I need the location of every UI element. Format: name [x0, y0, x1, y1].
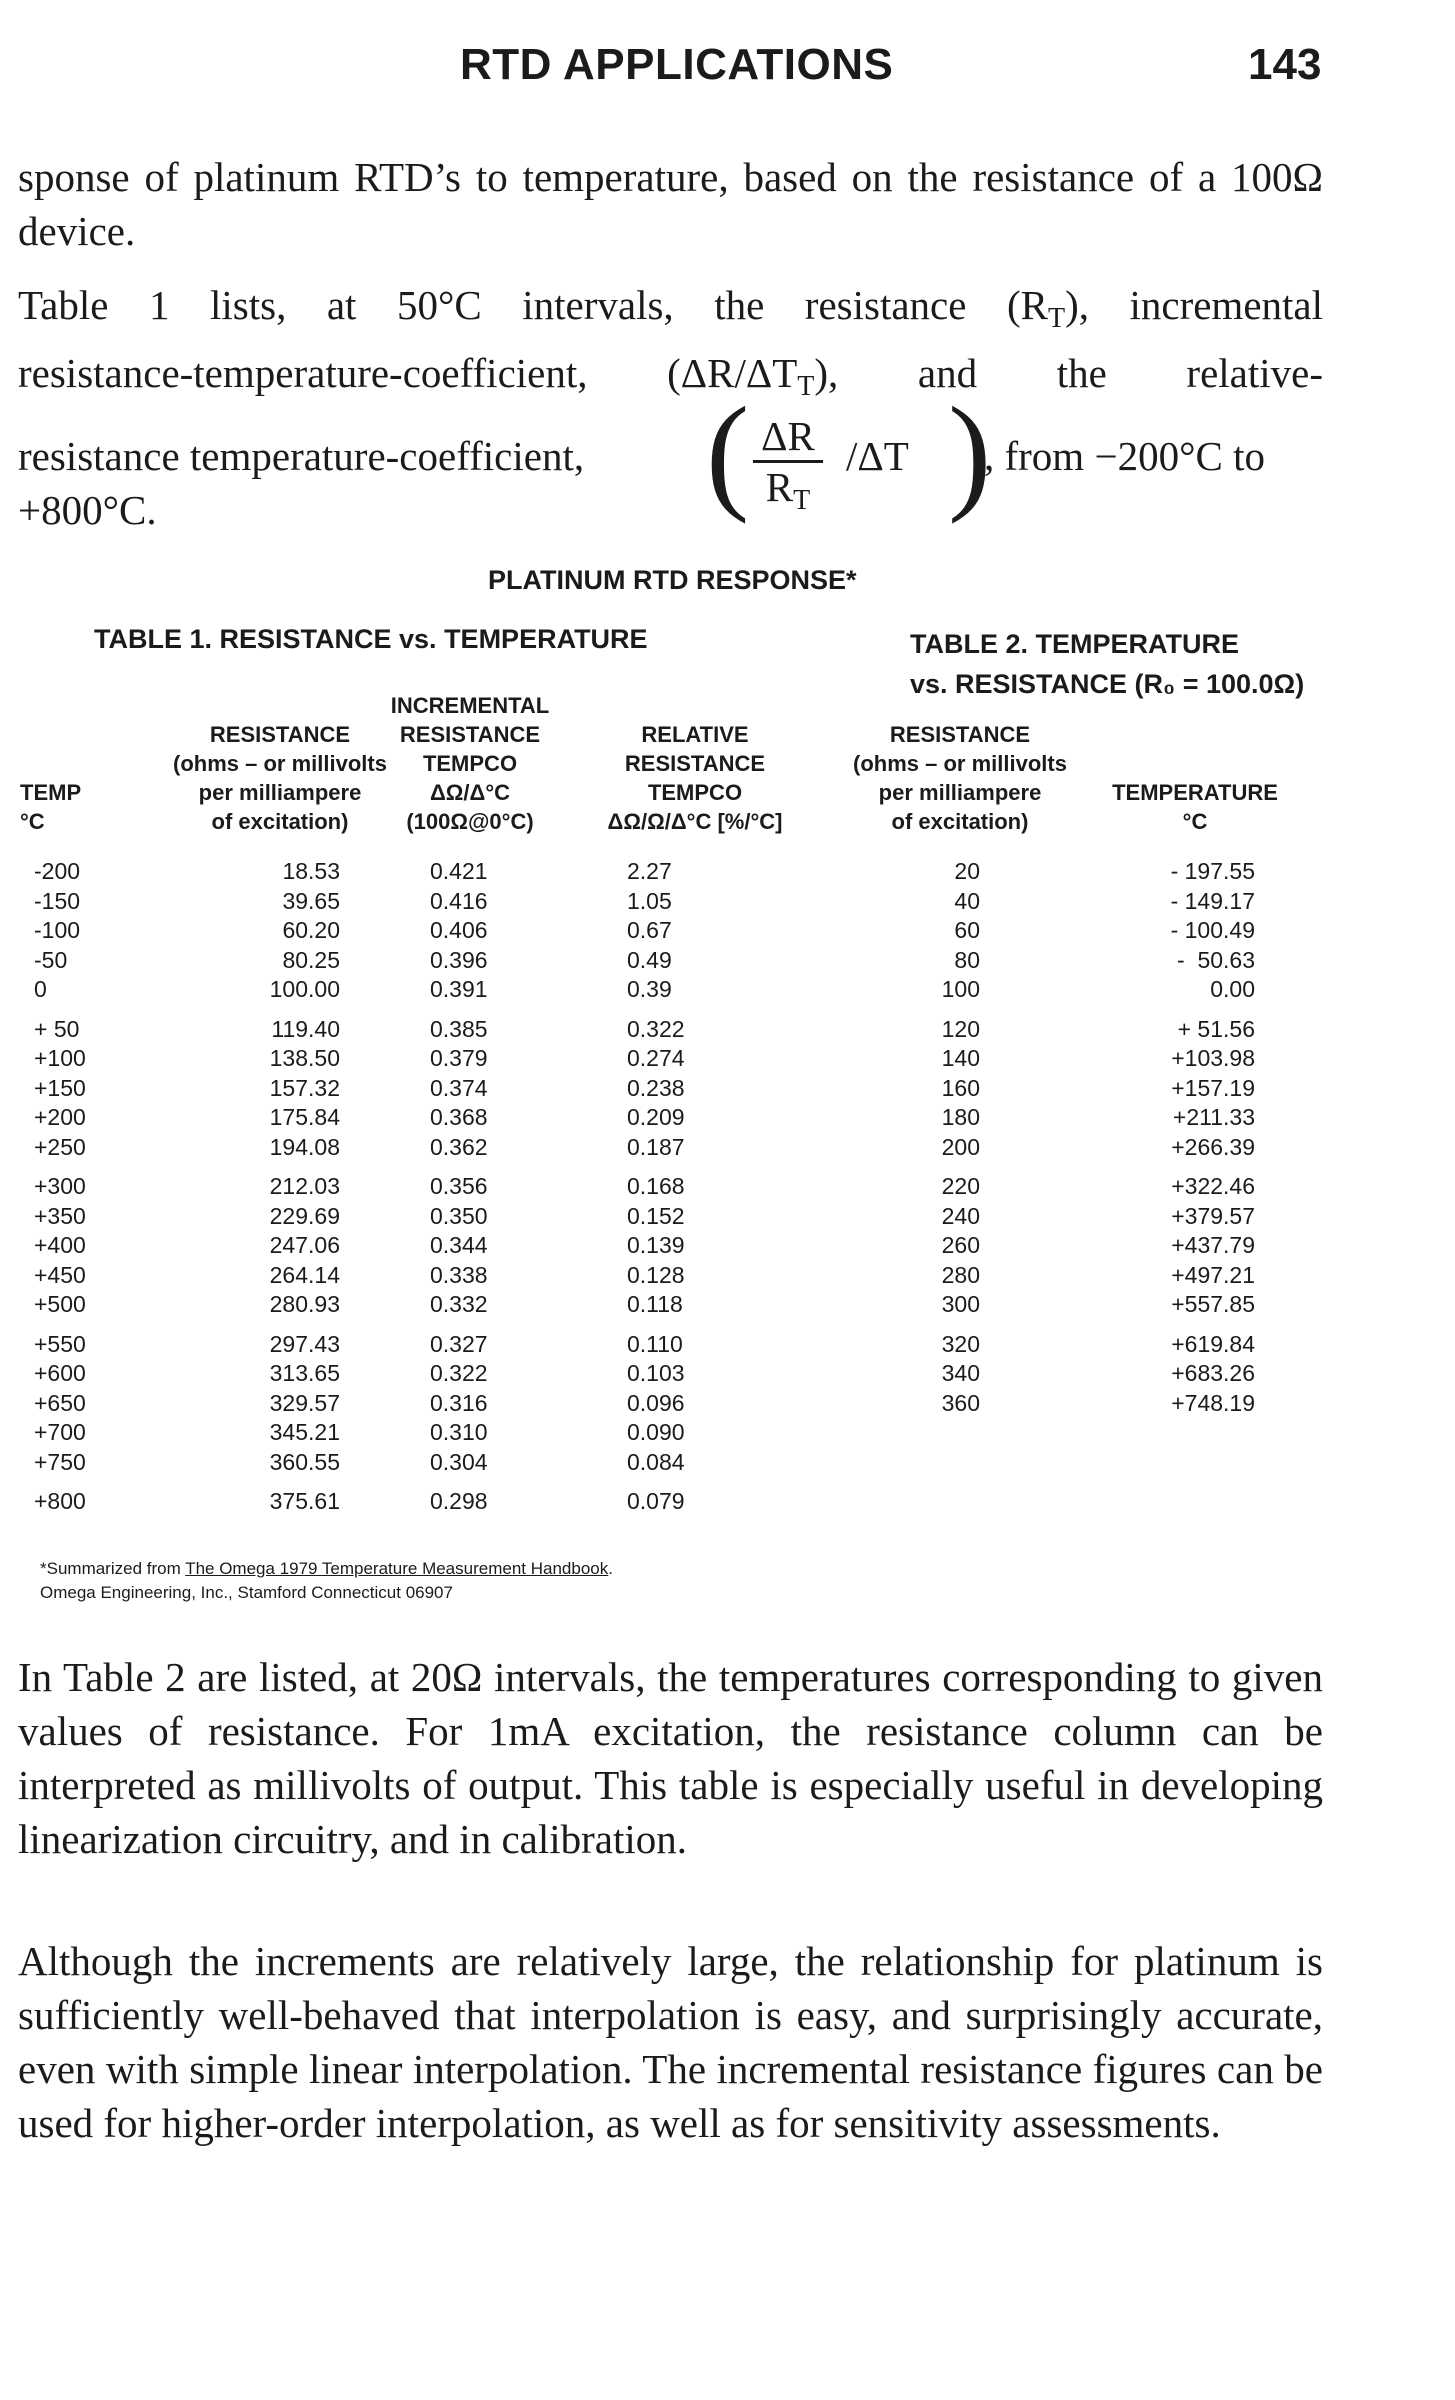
p2-l1-w2: 1	[148, 282, 170, 328]
t2-cell-resistance: 360	[941, 1389, 980, 1416]
table2-caption-line1: TABLE 2. TEMPERATURE	[910, 629, 1240, 659]
fraction-bar	[753, 460, 823, 463]
right-paren: )	[948, 381, 992, 525]
t1-cell-temp: + 50	[34, 1015, 80, 1042]
t1-cell-temp: +800	[34, 1488, 86, 1514]
t1-cell-temp: -100	[34, 917, 81, 943]
t1-h-temp-0: TEMP	[20, 780, 82, 805]
t1-cell-incremental: 0.327	[430, 1330, 488, 1357]
t1-cell-relative: 0.103	[627, 1360, 685, 1386]
t1-cell-temp: +200	[34, 1104, 86, 1130]
t1-cell-incremental: 0.416	[430, 887, 488, 914]
t1-cell-resistance: 313.65	[269, 1360, 340, 1386]
t2-cell-temperature: +437.79	[1171, 1232, 1255, 1258]
t1-h-rel-1: RESISTANCE	[624, 751, 766, 776]
t1-h-res-1: (ohms – or millivolts	[173, 751, 387, 776]
t2-cell-resistance: 120	[941, 1015, 980, 1042]
fraction-numerator: ΔR	[761, 413, 815, 459]
t2-cell-temperature: +322.46	[1171, 1173, 1255, 1199]
t2-header-resistance	[820, 720, 1100, 836]
p2-l2-sub: T	[797, 371, 815, 402]
t1-cell-incremental: 0.421	[430, 858, 488, 884]
t2-cell-temperature: +497.21	[1171, 1261, 1255, 1288]
t1-cell-incremental: 0.338	[430, 1261, 488, 1288]
t1-h-res-2: per milliampere	[198, 780, 362, 805]
t2-cell-resistance: 180	[941, 1104, 980, 1130]
t2-h-res-3: of excitation)	[891, 809, 1029, 834]
t1-cell-temp: -50	[34, 946, 68, 973]
t2-cell-resistance: 40	[954, 887, 980, 914]
fraction-denominator	[753, 465, 823, 523]
t2-cell-temperature: - 149.17	[1170, 887, 1255, 914]
paragraph-2-line-4: +800°C.	[18, 487, 157, 533]
t1-h-inc-0: INCREMENTAL	[390, 693, 550, 718]
t2-cell-temperature: +619.84	[1171, 1330, 1255, 1357]
t1-h-temp-1: °C	[20, 809, 45, 834]
t2-cell-temperature: +211.33	[1172, 1104, 1255, 1130]
t1-cell-relative: 0.187	[627, 1133, 685, 1160]
paragraph-2	[18, 278, 1323, 414]
t2-h-temp-1: °C	[1182, 809, 1208, 834]
t1-h-rel-2: TEMPCO	[647, 780, 743, 805]
t1-cell-incremental: 0.391	[430, 976, 488, 1002]
t1-cell-incremental: 0.344	[430, 1232, 488, 1258]
frac-den-r: R	[765, 464, 794, 510]
t1-cell-resistance: 229.69	[269, 1202, 340, 1229]
t1-cell-resistance: 247.06	[269, 1232, 340, 1258]
fraction	[753, 414, 823, 523]
t1-cell-resistance: 280.93	[269, 1291, 340, 1317]
p2-l2-c: ),	[814, 350, 839, 396]
p2-l1-w8: resistance	[804, 282, 967, 328]
formula-per-dt: /ΔT	[846, 433, 909, 479]
t2-cell-resistance: 300	[941, 1291, 980, 1317]
t1-cell-incremental: 0.385	[430, 1015, 488, 1042]
formula-line	[18, 381, 1323, 538]
left-paren: (	[706, 381, 750, 525]
t1-cell-temp: +350	[34, 1202, 86, 1229]
t1-cell-relative: 0.128	[627, 1261, 685, 1288]
t2-cell-resistance: 60	[954, 917, 980, 943]
t1-cell-resistance: 18.53	[282, 858, 340, 884]
t1-cell-incremental: 0.332	[430, 1291, 488, 1317]
t2-cell-resistance: 100	[941, 976, 980, 1002]
t1-cell-incremental: 0.379	[430, 1045, 488, 1071]
paragraph-2-line-2	[18, 346, 1323, 414]
t2-cell-temperature: +683.26	[1171, 1360, 1255, 1386]
p2-rt-sub: T	[1047, 303, 1066, 334]
t1-cell-incremental: 0.322	[430, 1360, 488, 1386]
t1-cell-relative: 0.168	[627, 1173, 685, 1199]
t1-h-inc-4: (100Ω@0°C)	[406, 809, 534, 834]
t1-cell-relative: 0.67	[627, 917, 672, 943]
tables-title: PLATINUM RTD RESPONSE*	[488, 565, 857, 595]
formula-post-text: , from −200°C to	[984, 433, 1265, 479]
t2-cell-temperature: - 197.55	[1170, 858, 1255, 884]
t1-cell-resistance: 157.32	[269, 1074, 340, 1101]
p2-l2-b	[667, 346, 838, 414]
t1-cell-temp: -150	[34, 887, 81, 914]
t1-cell-relative: 0.152	[627, 1202, 685, 1229]
t1-cell-temp: +400	[34, 1232, 86, 1258]
t2-cell-resistance: 240	[941, 1202, 980, 1229]
t1-cell-resistance: 60.20	[282, 917, 340, 943]
footnote-source: The Omega 1979 Temperature Measurement Handbook	[185, 1559, 609, 1578]
p2-l1-rt	[1007, 278, 1089, 346]
t1-cell-resistance: 360.55	[269, 1448, 340, 1475]
t1-cell-temp: +600	[34, 1360, 86, 1386]
t1-cell-resistance: 119.40	[271, 1015, 340, 1042]
t1-cell-relative: 2.27	[627, 858, 672, 884]
t1-cell-temp: +150	[34, 1074, 86, 1101]
t2-cell-resistance: 340	[941, 1360, 980, 1386]
t2-cell-temperature: +748.19	[1171, 1389, 1255, 1416]
t2-cell-resistance: 80	[954, 946, 980, 973]
paragraph-1: sponse of platinum RTD’s to temperature, based on the resistance of a 100Ω device.	[18, 154, 1323, 254]
t2-cell-temperature: +379.57	[1171, 1202, 1255, 1229]
p2-l2-d: and	[917, 350, 978, 396]
t1-cell-resistance: 138.50	[269, 1045, 340, 1071]
t1-cell-relative: 0.39	[627, 976, 672, 1002]
t2-cell-resistance: 160	[941, 1074, 980, 1101]
t1-cell-incremental: 0.368	[430, 1104, 488, 1130]
t1-cell-temp: +250	[34, 1133, 86, 1160]
table1-caption: TABLE 1. RESISTANCE vs. TEMPERATURE	[94, 624, 648, 654]
t1-header-temp	[20, 778, 130, 836]
t1-h-inc-3: ΔΩ/Δ°C	[429, 780, 511, 805]
t2-cell-temperature: +157.19	[1171, 1074, 1255, 1101]
t1-cell-relative: 0.274	[627, 1045, 685, 1071]
t2-cell-temperature: +557.85	[1171, 1291, 1255, 1317]
formula-pre-text: resistance temperature-coefficient,	[18, 433, 585, 479]
t2-h-temp-0: TEMPERATURE	[1112, 780, 1278, 805]
t1-cell-relative: 0.139	[627, 1232, 685, 1258]
t2-h-res-0: RESISTANCE	[889, 722, 1031, 747]
t2-cell-temperature: - 100.49	[1170, 917, 1255, 943]
t1-h-rel-3: ΔΩ/Ω/Δ°C [%/°C]	[607, 809, 783, 834]
t1-cell-temp: +700	[34, 1419, 86, 1445]
p2-l1-w5: 50°C	[396, 282, 482, 328]
t1-cell-relative: 0.322	[627, 1015, 685, 1042]
table2-caption	[910, 624, 1304, 704]
t1-cell-incremental: 0.310	[430, 1419, 488, 1445]
t1-cell-relative: 0.079	[627, 1488, 685, 1514]
p2-l1-w12: incremental	[1129, 282, 1323, 328]
footnote-line1	[40, 1557, 613, 1581]
t1-cell-incremental: 0.362	[430, 1133, 488, 1160]
t1-cell-relative: 0.096	[627, 1389, 685, 1416]
t2-h-res-2: per milliampere	[878, 780, 1042, 805]
t1-cell-resistance: 194.08	[269, 1133, 340, 1160]
p2-l2-a: resistance-temperature-coefficient,	[18, 350, 588, 396]
t1-cell-incremental: 0.374	[430, 1074, 488, 1101]
footnote-prefix: *Summarized from	[40, 1559, 186, 1578]
t1-cell-incremental: 0.350	[430, 1202, 488, 1229]
p2-l2-e: the	[1056, 350, 1107, 396]
t1-cell-relative: 0.238	[627, 1074, 685, 1101]
t1-cell-relative: 0.118	[627, 1291, 683, 1317]
t1-cell-temp: +650	[34, 1389, 86, 1416]
t2-cell-temperature: 0.00	[1210, 976, 1255, 1002]
t1-cell-relative: 0.110	[627, 1330, 683, 1357]
t1-cell-incremental: 0.406	[430, 917, 488, 943]
footnote	[40, 1557, 613, 1605]
t1-cell-resistance: 39.65	[282, 887, 340, 914]
t2-cell-temperature: +266.39	[1171, 1133, 1255, 1160]
table2-caption-line2: vs. RESISTANCE (R₀ = 100.0Ω)	[910, 669, 1305, 699]
page-number: 143	[1248, 40, 1322, 89]
p2-rt-close: ),	[1065, 282, 1089, 328]
t1-cell-temp: +300	[34, 1173, 86, 1199]
t2-cell-temperature: + 51.56	[1177, 1015, 1255, 1042]
t1-cell-temp: +550	[34, 1330, 86, 1357]
t1-cell-incremental: 0.298	[430, 1488, 488, 1514]
t1-cell-temp: 0	[34, 976, 47, 1002]
t1-h-res-3: of excitation)	[211, 809, 349, 834]
t1-cell-relative: 0.084	[627, 1448, 685, 1475]
running-title: RTD APPLICATIONS	[460, 40, 894, 89]
footnote-line2: Omega Engineering, Inc., Stamford Connecticut 06907	[40, 1583, 453, 1602]
t1-cell-incremental: 0.316	[430, 1389, 488, 1416]
t1-header-relative	[550, 720, 840, 836]
paragraph-4: Although the increments are relatively large, the relationship for platinum is sufficiently well-behaved that interpolation is easy, and surprisingly accurate, even with simple linear interpolation. The incremental resistance figures can be used for higher-order interpolation, as well as for sensitivity assessments.	[18, 1938, 1323, 2146]
running-header	[0, 40, 1455, 100]
t1-cell-temp: -200	[34, 858, 81, 884]
paragraph-2-line-1	[18, 278, 1323, 346]
t2-cell-resistance: 20	[954, 858, 980, 884]
t2-cell-resistance: 220	[941, 1173, 980, 1199]
frac-den-sub: T	[793, 485, 811, 516]
t1-cell-resistance: 212.03	[269, 1173, 340, 1199]
t1-cell-resistance: 80.25	[282, 946, 340, 973]
t1-cell-resistance: 329.57	[269, 1389, 340, 1416]
t1-cell-incremental: 0.356	[430, 1173, 488, 1199]
p2-l2-f: relative-	[1186, 350, 1323, 396]
p2-l1-w7: the	[714, 282, 765, 328]
t1-cell-resistance: 175.84	[269, 1104, 340, 1130]
p2-l1-w6: intervals,	[522, 282, 674, 328]
t1-cell-relative: 0.209	[627, 1104, 685, 1130]
t2-cell-resistance: 260	[941, 1232, 980, 1258]
t2-cell-resistance: 200	[941, 1133, 980, 1160]
t2-h-res-1: (ohms – or millivolts	[853, 751, 1067, 776]
t1-cell-resistance: 264.14	[269, 1261, 340, 1288]
paragraph-3: In Table 2 are listed, at 20Ω intervals, the temperatures corresponding to given values of resistance. For 1mA excitation, the resistance column can be interpreted as millivolts of output. This table is especially useful in developing linearization circuitry, and in calibration.	[18, 1654, 1323, 1862]
t1-cell-relative: 1.05	[627, 887, 672, 914]
t1-cell-resistance: 345.21	[269, 1419, 340, 1445]
t1-cell-relative: 0.090	[627, 1419, 685, 1445]
t1-cell-relative: 0.49	[627, 946, 672, 973]
t2-cell-temperature: +103.98	[1171, 1045, 1255, 1071]
t1-h-inc-1: RESISTANCE	[399, 722, 541, 747]
t2-cell-resistance: 280	[941, 1261, 980, 1288]
t1-cell-incremental: 0.304	[430, 1448, 488, 1475]
t2-cell-temperature: - 50.63	[1177, 946, 1255, 973]
p2-l1-w4: at	[326, 282, 357, 328]
p2-l2-b-text: (ΔR/ΔT	[667, 350, 798, 396]
t1-cell-temp: +450	[34, 1261, 86, 1288]
p2-l1-w1: Table	[18, 282, 109, 328]
t1-cell-temp: +100	[34, 1045, 86, 1071]
t1-cell-temp: +750	[34, 1448, 86, 1475]
t1-h-inc-2: TEMPCO	[422, 751, 518, 776]
p2-rt-r: (R	[1006, 282, 1048, 328]
t1-cell-resistance: 375.61	[269, 1488, 340, 1514]
p2-l1-w3: lists,	[210, 282, 287, 328]
t2-cell-resistance: 320	[941, 1330, 980, 1357]
t1-cell-incremental: 0.396	[430, 946, 488, 973]
t2-header-temperature	[1085, 778, 1305, 836]
t2-cell-resistance: 140	[941, 1045, 980, 1071]
t1-cell-resistance: 297.43	[269, 1330, 340, 1357]
t1-cell-temp: +500	[34, 1291, 86, 1317]
t1-h-res-0: RESISTANCE	[209, 722, 351, 747]
t1-h-rel-0: RELATIVE	[641, 722, 749, 747]
footnote-suffix: .	[608, 1559, 613, 1578]
t1-cell-resistance: 100.00	[269, 976, 340, 1002]
